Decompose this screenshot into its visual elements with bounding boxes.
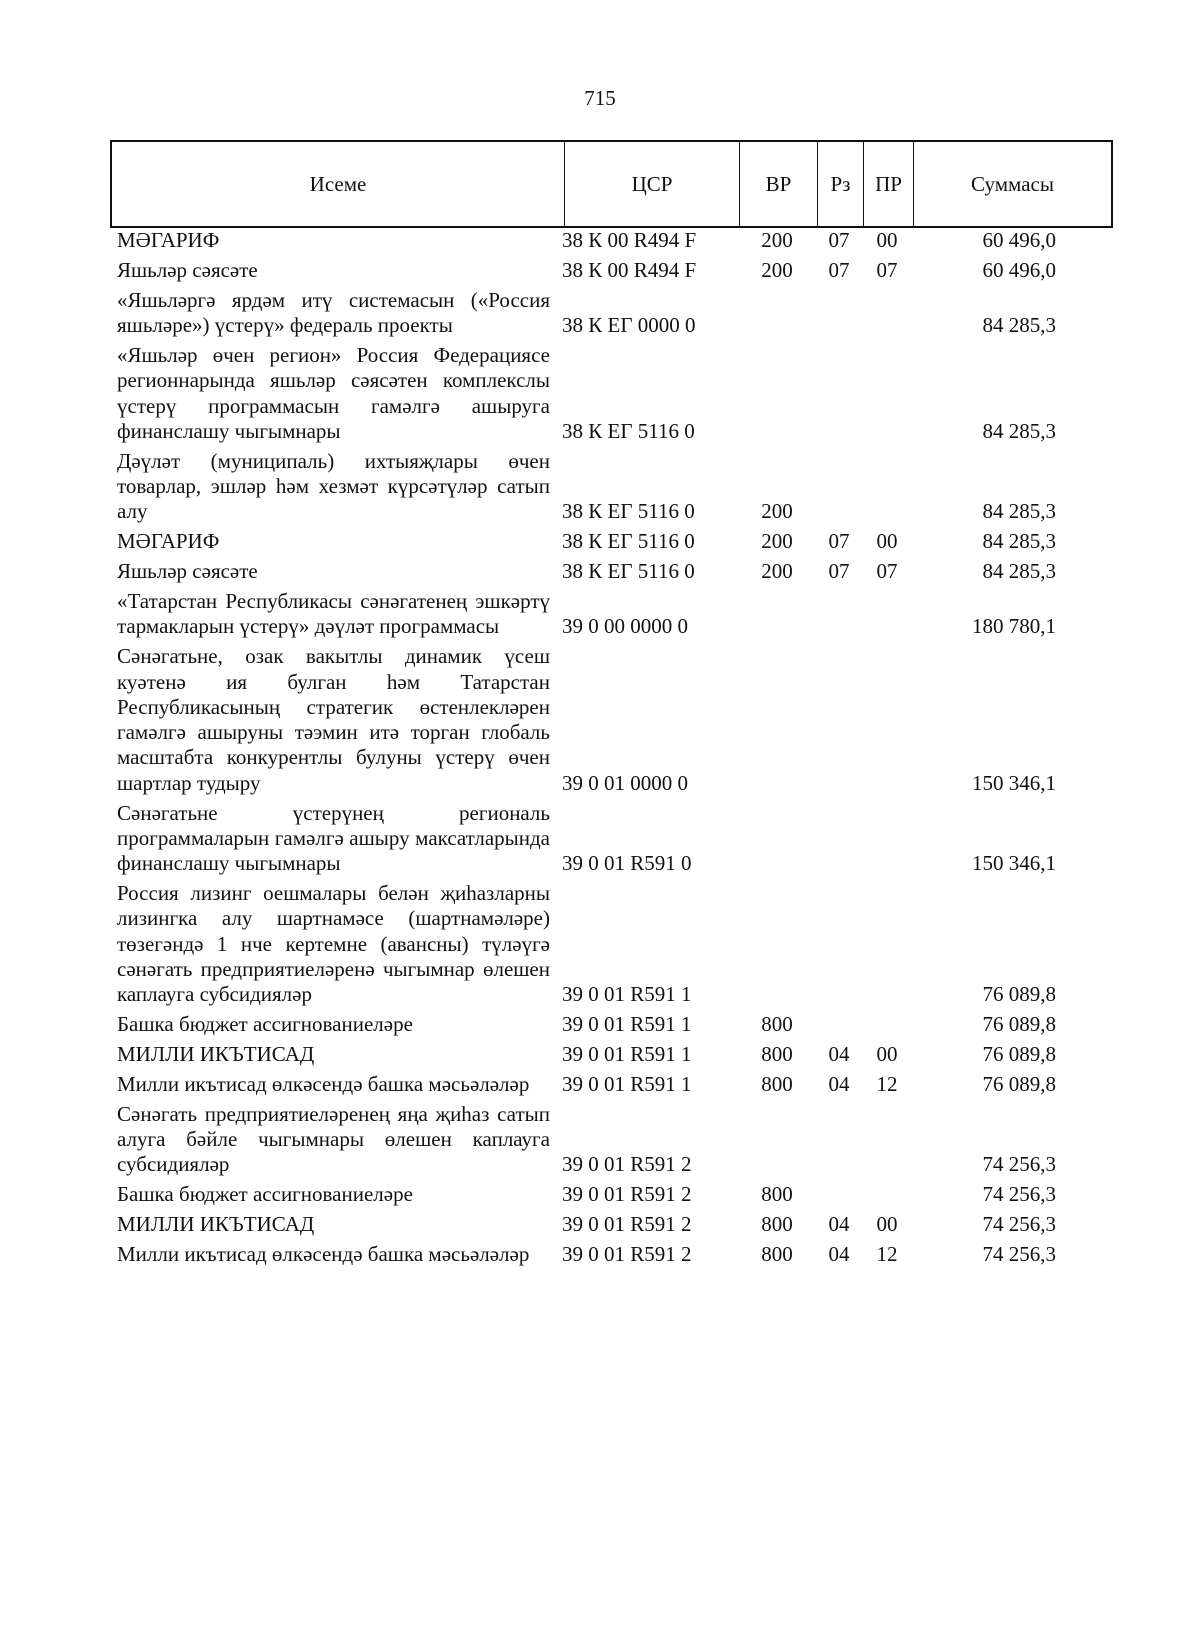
row-name: Россия лизинг оешмалары белән җиһазларны лизингка алу шартнамәсе (шартнамәләре) төзегәндә 1 нче кертемне (авансны) түләүгә сәнәгать предприятиеләренә чыгымнар өлешен каплауга субсидияләр: [117, 881, 550, 1007]
table-row: [110, 1102, 1113, 1178]
header-pr: ПР: [864, 142, 914, 226]
row-csr: 39 0 01 R591 1: [562, 982, 692, 1007]
table-row: [110, 881, 1113, 1007]
table-row: [110, 1072, 1113, 1097]
table-row: [110, 801, 1113, 877]
row-rz: 04: [828, 1242, 850, 1267]
row-sum: 84 285,3: [982, 418, 1056, 443]
row-csr: 38 К ЕГ 5116 0: [562, 418, 695, 443]
row-sum: 150 346,1: [972, 770, 1056, 795]
row-name: МӘГАРИФ: [117, 529, 220, 554]
row-csr: 39 0 00 0000 0: [562, 614, 688, 639]
row-sum: 74 256,3: [982, 1242, 1056, 1267]
row-csr: 38 К 00 R494 F: [562, 228, 697, 252]
row-pr: 12: [876, 1071, 898, 1096]
row-name: Яшьләр сәясәте: [117, 257, 258, 282]
row-sum: 76 089,8: [982, 1042, 1056, 1067]
row-rz: 07: [828, 257, 850, 282]
table-row: [110, 529, 1113, 554]
row-name: МӘГАРИФ: [117, 228, 220, 252]
row-sum: 180 780,1: [972, 614, 1056, 639]
row-vr: 200: [761, 228, 793, 252]
row-name: Яшьләр сәясәте: [117, 559, 258, 584]
table-row: [110, 258, 1113, 283]
table-row: [110, 228, 1113, 253]
row-csr: 38 К ЕГ 0000 0: [562, 313, 696, 338]
table-row: [110, 1042, 1113, 1067]
table-header: [110, 140, 1113, 228]
row-csr: 39 0 01 R591 2: [562, 1242, 692, 1267]
row-pr: 07: [876, 559, 898, 584]
row-csr: 38 К ЕГ 5116 0: [562, 559, 695, 584]
row-csr: 39 0 01 0000 0: [562, 770, 688, 795]
row-rz: 07: [828, 529, 850, 554]
row-name: Сәнәгатьне, озак вакытлы динамик үсеш куәтенә ия булган һәм Татарстан Республикасының стратегик өстенлекләрен гамәлгә ашыруны тәэмин итә торган глобаль масштабта конкурентлы булуны үстерү өчен шартлар тудыру: [117, 644, 550, 795]
row-pr: 07: [876, 257, 898, 282]
row-name: «Яшьләргә ярдәм итү системасын («Россия яшьләре») үстерү» федераль проекты: [117, 287, 550, 338]
row-pr: 12: [876, 1242, 898, 1267]
table-row: [110, 1242, 1113, 1267]
row-rz: 04: [828, 1042, 850, 1067]
header-name: Исеме: [112, 142, 565, 226]
table-row: [110, 343, 1113, 444]
header-rz: Рз: [818, 142, 864, 226]
row-vr: 800: [761, 1212, 793, 1237]
row-csr: 39 0 01 R591 2: [562, 1182, 692, 1207]
row-sum: 60 496,0: [982, 228, 1056, 252]
row-sum: 84 285,3: [982, 559, 1056, 584]
row-vr: 800: [761, 1012, 793, 1037]
row-csr: 39 0 01 R591 0: [562, 851, 692, 876]
row-vr: 800: [761, 1042, 793, 1067]
row-vr: 200: [761, 499, 793, 524]
row-sum: 150 346,1: [972, 851, 1056, 876]
row-name: МИЛЛИ ИКЪТИСАД: [117, 1042, 315, 1067]
row-sum: 84 285,3: [982, 313, 1056, 338]
row-name: Сәнәгать предприятиеләренең яңа җиһаз сатып алуга бәйле чыгымнары өлешен каплауга субсидияләр: [117, 1101, 550, 1177]
row-pr: 00: [876, 529, 898, 554]
row-sum: 76 089,8: [982, 1071, 1056, 1096]
row-rz: 04: [828, 1071, 850, 1096]
row-rz: 04: [828, 1212, 850, 1237]
row-sum: 84 285,3: [982, 499, 1056, 524]
row-vr: 200: [761, 257, 793, 282]
table-row: [110, 1182, 1113, 1207]
header-vr: ВР: [740, 142, 818, 226]
row-csr: 38 К 00 R494 F: [562, 257, 697, 282]
row-vr: 200: [761, 529, 793, 554]
row-csr: 38 К ЕГ 5116 0: [562, 499, 695, 524]
row-sum: 76 089,8: [982, 1012, 1056, 1037]
header-csr: ЦСР: [565, 142, 740, 226]
table-row: [110, 559, 1113, 584]
row-sum: 76 089,8: [982, 982, 1056, 1007]
table-row: [110, 1012, 1113, 1037]
table-row: [110, 449, 1113, 525]
table-row: [110, 589, 1113, 640]
row-rz: 07: [828, 228, 850, 252]
row-sum: 60 496,0: [982, 257, 1056, 282]
row-name: Башка бюджет ассигнованиеләре: [117, 1012, 413, 1037]
row-csr: 39 0 01 R591 2: [562, 1212, 692, 1237]
row-vr: 200: [761, 559, 793, 584]
row-csr: 39 0 01 R591 2: [562, 1152, 692, 1177]
row-csr: 38 К ЕГ 5116 0: [562, 529, 695, 554]
page-number: 715: [584, 86, 616, 110]
row-sum: 74 256,3: [982, 1212, 1056, 1237]
row-csr: 39 0 01 R591 1: [562, 1012, 692, 1037]
row-vr: 800: [761, 1071, 793, 1096]
row-csr: 39 0 01 R591 1: [562, 1071, 692, 1096]
row-sum: 84 285,3: [982, 529, 1056, 554]
row-sum: 74 256,3: [982, 1182, 1056, 1207]
row-pr: 00: [876, 228, 898, 252]
header-sum: Суммасы: [971, 171, 1054, 196]
row-pr: 00: [876, 1042, 898, 1067]
row-name: Милли икътисад өлкәсендә башка мәсьәләләр: [117, 1071, 530, 1096]
row-name: Милли икътисад өлкәсендә башка мәсьәләләр: [117, 1242, 530, 1267]
row-name: Башка бюджет ассигнованиеләре: [117, 1182, 413, 1207]
row-name: «Татарстан Республикасы сәнәгатенең эшкәртү тармакларын үстерү» дәүләт программасы: [117, 589, 550, 639]
row-vr: 800: [761, 1242, 793, 1267]
row-name: «Яшьләр өчен регион» Россия Федерациясе регионнарында яшьләр сәясәтен комплекслы үстерү программасын гамәлгә ашыруга финанслашу чыгымнары: [117, 342, 550, 443]
row-rz: 07: [828, 559, 850, 584]
table-body: [110, 228, 1113, 1267]
row-name: Сәнәгатьне үстерүнең региональ программаларын гамәлгә ашыру максатларында финанслашу чыгымнары: [117, 800, 550, 876]
row-csr: 39 0 01 R591 1: [562, 1042, 692, 1067]
row-vr: 800: [761, 1182, 793, 1207]
row-sum: 74 256,3: [982, 1152, 1056, 1177]
row-name: МИЛЛИ ИКЪТИСАД: [117, 1212, 315, 1237]
table-row: [110, 644, 1113, 796]
row-pr: 00: [876, 1212, 898, 1237]
row-name: Дәүләт (муниципаль) ихтыяҗлары өчен товарлар, эшләр һәм хезмәт күрсәтүләр сатып алу: [117, 448, 550, 524]
table-row: [110, 1212, 1113, 1237]
table-row: [110, 288, 1113, 339]
